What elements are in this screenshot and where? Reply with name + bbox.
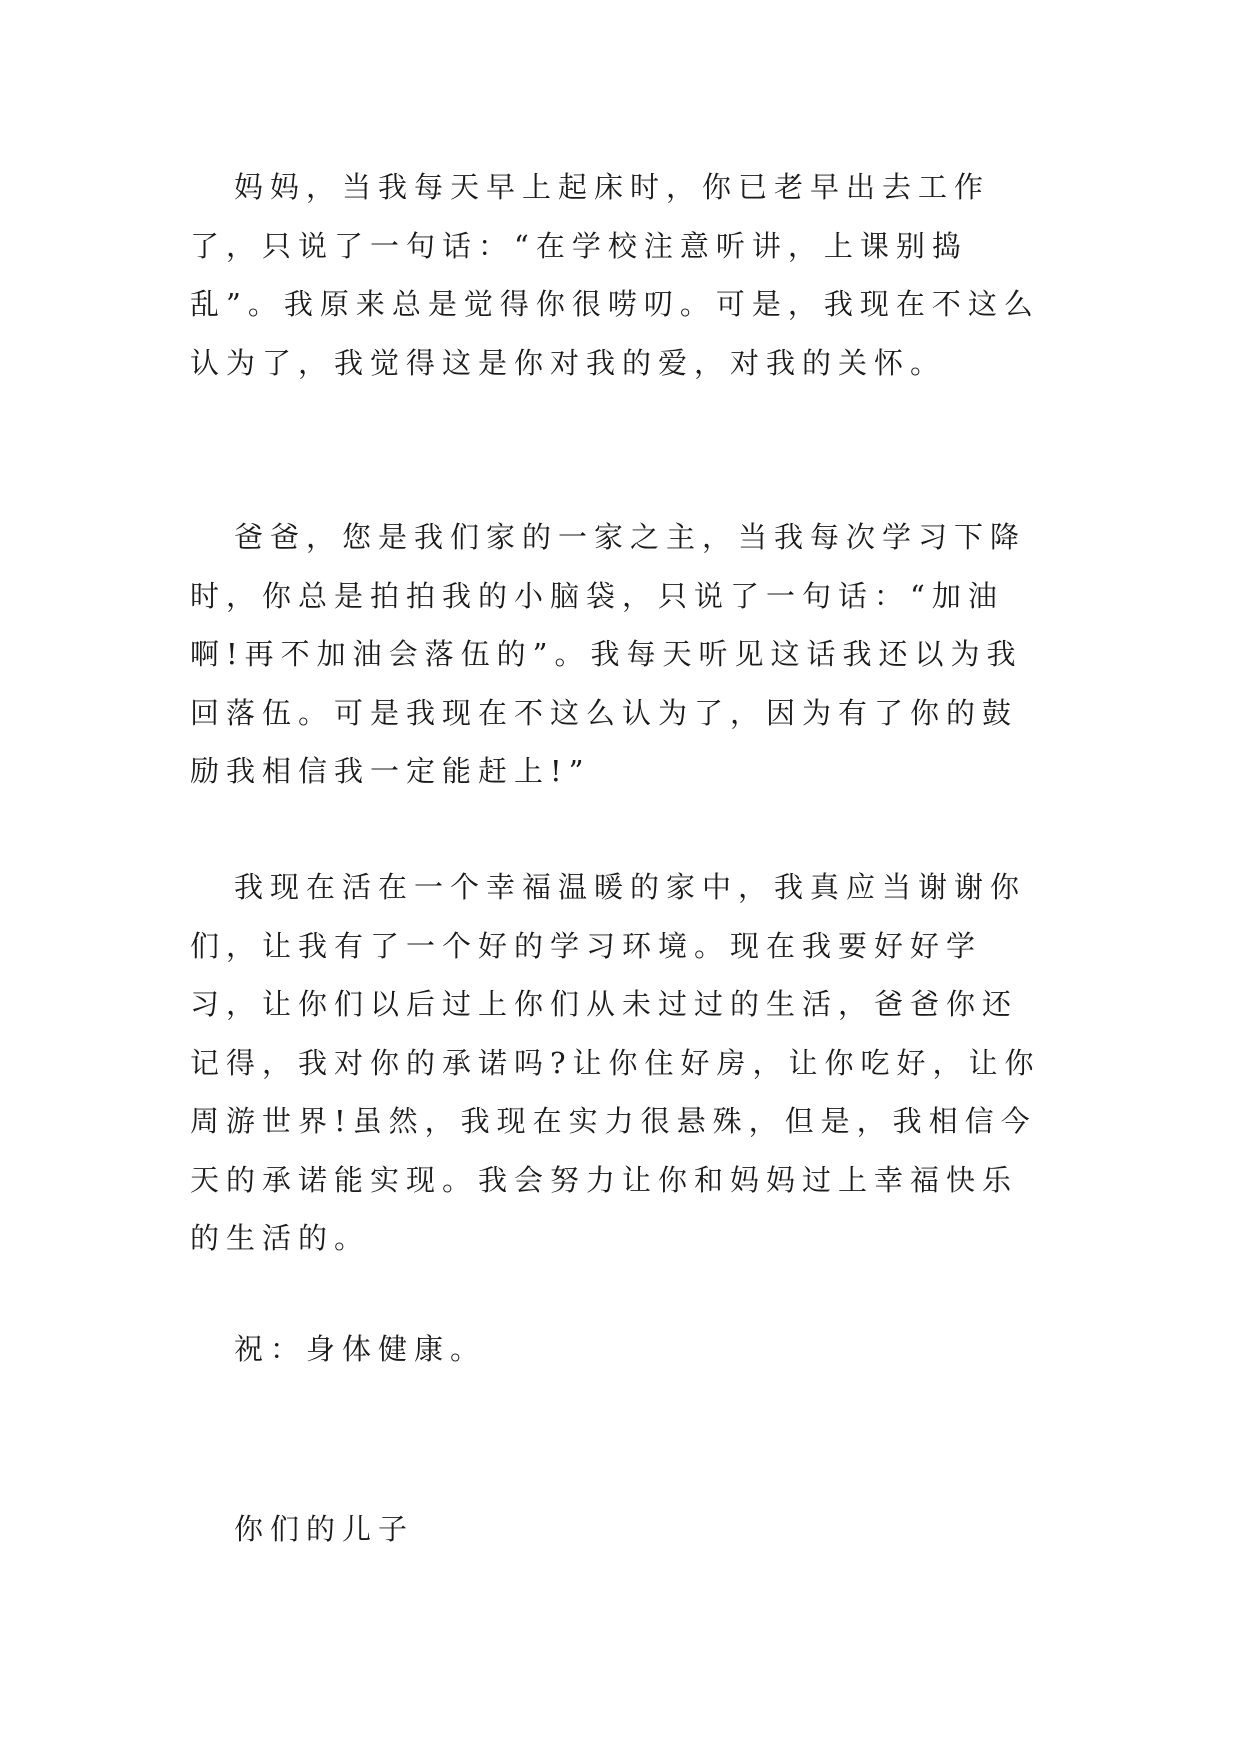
closing-wish: 祝：身体健康。 <box>234 1332 487 1366</box>
signature: 你们的儿子 <box>234 1512 415 1546</box>
paragraph-mother: 妈妈，当我每天早上起床时，你已老早出去工作了，只说了一句话：“在学校注意听讲，上课别捣乱”。我原来总是觉得你很唠叨。可是，我现在不这么认为了，我觉得这是你对我的爱，对我的关怀。 <box>190 170 1040 380</box>
paragraph-family: 我现在活在一个幸福温暖的家中，我真应当谢谢你们，让我有了一个好的学习环境。现在我要好好学习，让你们以后过上你们从未过过的生活，爸爸你还记得，我对你的承诺吗?让你住好房，让你吃好，让你周游世界!虽然，我现在实力很悬殊，但是，我相信今天的承诺能实现。我会努力让你和妈妈过上幸福快乐的生活的。 <box>190 870 1041 1255</box>
paragraph-father: 爸爸，您是我们家的一家之主，当我每次学习下降时，你总是拍拍我的小脑袋，只说了一句话：“加油啊!再不加油会落伍的”。我每天听见这话我还以为我回落伍。可是我现在不这么认为了，因为有了你的鼓励我相信我一定能赶上!” <box>190 520 1027 788</box>
